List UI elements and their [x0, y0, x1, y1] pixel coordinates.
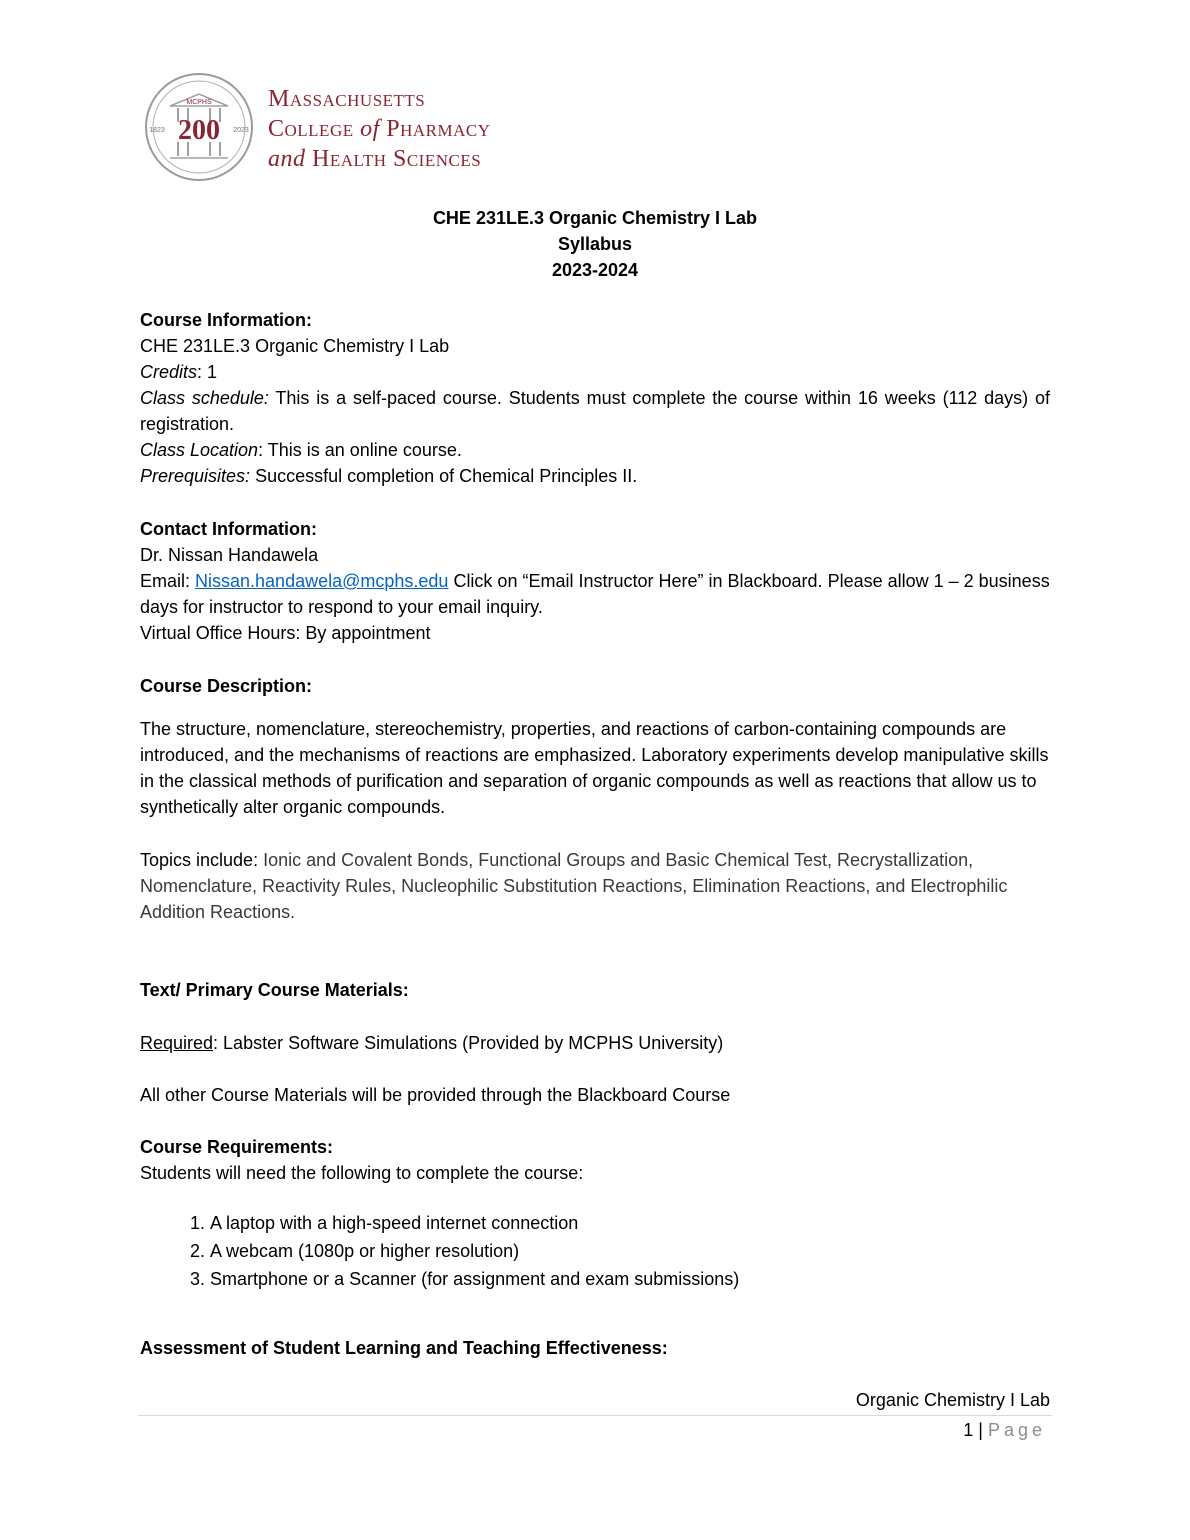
college-seal-icon	[140, 72, 258, 182]
wordmark-line-1: Massachusetts	[268, 86, 426, 112]
seal-number: 200	[178, 115, 220, 146]
requirement-item: 3. Smartphone or a Scanner (for assignment and exam submissions)	[210, 1265, 1050, 1293]
course-requirements-section	[140, 1134, 1050, 1186]
topics-paragraph	[140, 847, 1050, 925]
required-label: Required	[140, 1033, 214, 1053]
requirements-list	[140, 1209, 1050, 1293]
seal-right-year: 2023	[233, 127, 249, 134]
location-value: : This is an online course.	[258, 440, 462, 460]
office-hours: Virtual Office Hours: By appointment	[140, 623, 431, 643]
page-word: Page	[987, 1420, 1046, 1440]
email-line	[140, 568, 1050, 620]
other-materials-line: All other Course Materials will be provided through the Blackboard Course	[140, 1085, 731, 1105]
title-course: CHE 231LE.3 Organic Chemistry I Lab	[432, 208, 758, 228]
wordmark-and: and	[268, 146, 306, 172]
credits-label: Credits	[140, 362, 198, 382]
course-requirements-intro: Students will need the following to complete the course:	[140, 1163, 584, 1183]
title-syllabus: Syllabus	[557, 234, 633, 254]
college-wordmark	[268, 84, 491, 174]
topics-label: Topics include:	[140, 850, 264, 870]
email-note: Click on “Email Instructor Here” in Blackboard. Please allow 1 – 2 business days for instructor to respond to your email inquiry.	[140, 571, 1050, 617]
requirement-item: 1. A laptop with a high-speed internet connection	[210, 1209, 1050, 1237]
contact-information-heading: Contact Information:	[140, 519, 317, 539]
wordmark-line-2	[268, 114, 491, 144]
wordmark-college: College	[268, 116, 361, 142]
assessment-section	[140, 1335, 1050, 1361]
footer-page-number	[963, 1420, 1046, 1441]
location-line	[140, 437, 1050, 463]
seal-left-year: 1823	[149, 127, 165, 134]
prerequisites-line	[140, 463, 1050, 489]
location-label: Class Location	[140, 440, 259, 460]
wordmark-pharmacy: Pharmacy	[379, 116, 491, 142]
schedule-label: Class schedule:	[140, 388, 269, 408]
assessment-heading: Assessment of Student Learning and Teaching Effectiveness:	[140, 1338, 668, 1358]
course-name: CHE 231LE.3 Organic Chemistry I Lab	[140, 336, 450, 356]
schedule-value: This is a self-paced course. Students must complete the course within 16 weeks (112 days) of registration.	[140, 388, 1050, 434]
email-label: Email:	[140, 571, 196, 591]
prerequisites-value: Successful completion of Chemical Principles II.	[250, 466, 638, 486]
wordmark-health-sciences: Health Sciences	[305, 146, 482, 172]
seal-top-text: MCPHS	[186, 99, 212, 106]
course-description-heading: Course Description:	[140, 676, 313, 696]
requirements-list-container	[140, 1209, 1050, 1293]
footer-title: Organic Chemistry I Lab	[855, 1390, 1050, 1410]
credits-line	[140, 359, 1050, 385]
required-materials-line	[140, 1030, 1050, 1056]
materials-section	[140, 977, 1050, 1003]
page-separator: |	[973, 1420, 988, 1440]
wordmark-line-3	[268, 144, 491, 174]
wordmark-of: of	[360, 116, 380, 142]
topics-list: Ionic and Covalent Bonds, Functional Groups and Basic Chemical Test, Recrystallization, Nomenclature, Reactivity Rules, Nucleophilic Substitution Reactions, Elimination Reactions, and Electrophilic Addition Reactions.	[140, 850, 1008, 922]
course-requirements-heading: Course Requirements:	[140, 1137, 334, 1157]
contact-information-section	[140, 516, 1050, 646]
course-description-section	[140, 673, 1050, 699]
materials-heading: Text/ Primary Course Materials:	[140, 980, 409, 1000]
instructor-name: Dr. Nissan Handawela	[140, 545, 319, 565]
course-information-heading: Course Information:	[140, 310, 313, 330]
required-value: : Labster Software Simulations (Provided by MCPHS University)	[213, 1033, 724, 1053]
requirement-item: 2. A webcam (1080p or higher resolution)	[210, 1237, 1050, 1265]
footer-divider	[138, 1415, 1052, 1416]
schedule-line	[140, 385, 1050, 437]
credits-value: : 1	[197, 362, 218, 382]
course-description-paragraph: The structure, nomenclature, stereochemistry, properties, and reactions of carbon-containing compounds are introduced, and the mechanisms of reactions are emphasized. Laboratory experiments develop manipulative skills in the classical methods of purification and separation of organic compounds as well as reactions that allow us to synthetically alter organic compounds.	[140, 719, 1049, 817]
course-information-section	[140, 307, 1050, 489]
page-number: 1	[963, 1420, 974, 1440]
title-year: 2023-2024	[551, 260, 639, 280]
college-logo	[140, 72, 510, 182]
prerequisites-label: Prerequisites:	[140, 466, 251, 486]
instructor-email-link[interactable]: Nissan.handawela@mcphs.edu	[195, 571, 449, 591]
document-title	[0, 205, 1190, 283]
